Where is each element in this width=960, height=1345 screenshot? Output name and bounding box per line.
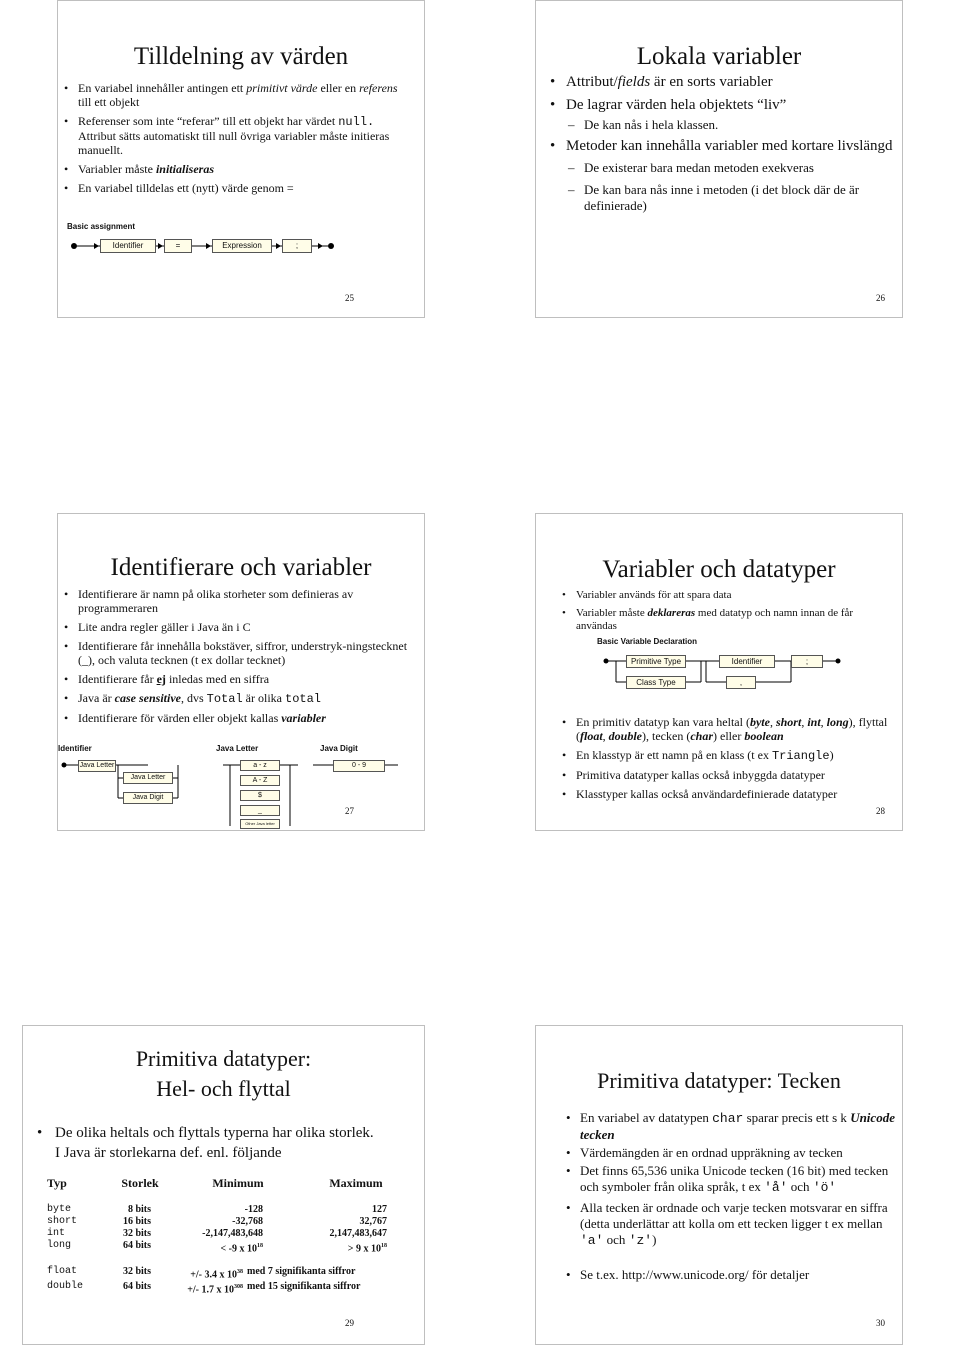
type-row — [47, 1216, 387, 1228]
sub-bullet: – De kan nås i hela klassen. — [550, 117, 894, 133]
underscore-box: _ — [240, 805, 280, 816]
bullet: • En variabel av datatypen char sparar precis ett s k Unicode tecken — [566, 1110, 896, 1143]
type-min: -2,147,483,648 — [202, 1228, 263, 1239]
diagram-title: Basic Variable Declaration — [597, 637, 698, 646]
type-name: short — [47, 1216, 78, 1227]
type-range: +/- 1.7 x $10^{308}$ — [187, 1284, 243, 1296]
type-size: 64 bits — [122, 1240, 151, 1251]
identifier-box: Identifier — [719, 655, 775, 668]
type-row — [47, 1281, 360, 1296]
bullet: • En primitiv datatyp kan vara heltal (byte, short, int, long), flyttal (float, double), tecken (char) eller boolean — [562, 715, 898, 743]
dollar-box: $ — [240, 790, 280, 801]
bullet: • Metoder kan innehålla variabler med kortare livslängd — [550, 137, 894, 156]
page-number: 28 — [876, 806, 885, 816]
slide-25 — [57, 0, 425, 318]
type-name: byte — [47, 1204, 72, 1215]
bullet: • De lagrar värden hela objektets “liv” — [550, 96, 894, 115]
bullet: • En klasstyp är ett namn på en klass (t ex Triangle) — [562, 748, 898, 763]
type-max: 2,147,483,647 — [329, 1228, 387, 1239]
type-min: < -9 x $10^{18}$ — [220, 1243, 263, 1255]
bullet: • Java är case sensitive, dvs Total är olika total — [64, 691, 410, 706]
bullet: • Identifierare för värden eller objekt kallas variabler — [64, 711, 410, 725]
bullet: • Lite andra regler gäller i Java än i C — [64, 620, 410, 634]
slide-28 — [535, 513, 903, 831]
bullet: • Värdemängden är en ordnad uppräkning av tecken — [566, 1145, 896, 1161]
bullet: • Se t.ex. http://www.unicode.org/ för detaljer — [566, 1267, 896, 1283]
type-min: -128 — [244, 1204, 263, 1215]
title-line: Hel- och flyttal — [156, 1076, 291, 1101]
type-row — [47, 1240, 387, 1255]
page-number: 26 — [876, 293, 885, 303]
bullet: • Identifierare får innehålla bokstäver, siffror, understryk-ningstecknet (_), och valuta tecknen (t ex dollar tecknet) — [64, 639, 410, 667]
A-Z-box: A - Z — [240, 775, 280, 786]
class-type-box: Class Type — [626, 676, 686, 689]
java-digit-box: Java Digit — [123, 792, 173, 804]
slide-title: Lokala variabler — [636, 43, 802, 70]
type-max: > 9 x $10^{18}$ — [347, 1243, 387, 1255]
type-row — [47, 1266, 360, 1281]
bullet: • Alla tecken är ordnade och varje tecken motsvarar en siffra (detta underlättar att kolla om ett tecken ligger t ex mellan 'a' och 'z') — [566, 1200, 896, 1249]
equals-box: = — [164, 239, 192, 253]
bullet: • En variabel tilldelas ett (nytt) värde genom = — [64, 181, 410, 195]
title-line: Primitiva datatyper: — [135, 1046, 312, 1071]
slide-27 — [57, 513, 425, 831]
type-range: +/- 3.4 x $10^{38}$ — [190, 1269, 243, 1281]
bullet: • Variabler måste deklareras med datatyp och namn innan de får användas — [562, 607, 894, 633]
type-size: 64 bits — [122, 1281, 151, 1293]
identifier-diagram-title: Identifier — [58, 744, 92, 753]
java-letter-diagram-title: Java Letter — [216, 744, 259, 753]
slide-30 — [535, 1025, 903, 1345]
type-name: long — [47, 1240, 72, 1251]
bullet: • Variabler måste initialiseras — [64, 162, 410, 176]
expression-box: Expression — [212, 239, 272, 253]
sub-bullet: – De existerar bara medan metoden exekveras — [550, 160, 894, 176]
slide-title: Primitiva datatyper: Tecken — [597, 1068, 841, 1093]
slide-title: Variabler och datatyper — [602, 556, 836, 583]
type-size: 32 bits — [122, 1228, 151, 1239]
slide-title — [23, 1044, 424, 1104]
identifier-box: Identifier — [100, 239, 156, 253]
float-rows — [47, 1266, 360, 1297]
bullet: • Primitiva datatyper kallas också inbyggda datatyper — [562, 768, 898, 782]
semicolon-box: ; — [791, 655, 823, 668]
page-number: 29 — [345, 1318, 354, 1328]
type-name: double — [47, 1281, 84, 1293]
a-z-box: a - z — [240, 760, 280, 771]
slide-title: Identifierare och variabler — [110, 554, 372, 581]
slide-29 — [22, 1025, 425, 1345]
integer-rows — [47, 1204, 387, 1255]
java-digit-diagram-title: Java Digit — [320, 744, 358, 753]
bullet: • En variabel innehåller antingen ett primitivt värde eller en referens till ett objekt — [64, 81, 410, 109]
sub-bullet: – De kan bara nås inne i metoden (i det block där de är definierade) — [550, 182, 894, 214]
type-precision: med 7 signifikanta siffror — [247, 1266, 356, 1277]
type-precision: med 15 signifikanta siffror — [247, 1281, 361, 1293]
bullet: • Attribut/fields är en sorts variabler — [550, 73, 894, 92]
comma-box: , — [726, 676, 756, 689]
type-row — [47, 1228, 387, 1240]
type-row — [47, 1204, 387, 1216]
type-min: -32,768 — [232, 1216, 263, 1227]
digit-range-box: 0 - 9 — [333, 760, 385, 772]
java-letter-box: Java Letter — [123, 772, 173, 784]
bullet: • Identifierare får ej inledas med en siffra — [64, 672, 410, 686]
primitive-type-box: Primitive Type — [626, 655, 686, 668]
type-size: 16 bits — [122, 1216, 151, 1227]
integer-type-table: Typ Storlek Minimum Maximum — [47, 1176, 383, 1190]
other-java-letter-box: Other Java letter — [240, 819, 280, 829]
diagram-title: Basic assignment — [67, 222, 136, 231]
semicolon-box: ; — [282, 239, 312, 253]
type-name: float — [47, 1266, 78, 1277]
slide-title: Tilldelning av värden — [133, 43, 349, 70]
bullet: • Referenser som inte “referar” till ett objekt har värdet null. Attribut sätts automatiskt till null övriga variabler måste initieras manuellt. — [64, 114, 410, 157]
type-name: int — [47, 1228, 66, 1239]
java-letter-box: Java Letter — [78, 760, 116, 772]
type-max: 32,767 — [359, 1216, 387, 1227]
page-number: 25 — [345, 293, 354, 303]
bullet: • Identifierare är namn på olika storheter som definieras av programmeraren — [64, 587, 410, 615]
bullet: • Variabler används för att spara data — [562, 589, 894, 602]
bullet: • De olika heltals och flyttals typerna har olika storlek. I Java är storlekarna def. enl. följande — [37, 1123, 377, 1163]
type-max: 127 — [372, 1204, 387, 1215]
page-number: 27 — [345, 806, 354, 816]
type-size: 32 bits — [122, 1266, 151, 1277]
bullet: • Det finns 65,536 unika Unicode tecken (16 bit) med tecken och symboler från olika språk, t ex 'å' och 'ö' — [566, 1163, 896, 1196]
bullet: • Klasstyper kallas också användardefinierade datatyper — [562, 787, 898, 801]
page-number: 30 — [876, 1318, 885, 1328]
slide-26 — [535, 0, 903, 318]
type-size: 8 bits — [127, 1204, 151, 1215]
